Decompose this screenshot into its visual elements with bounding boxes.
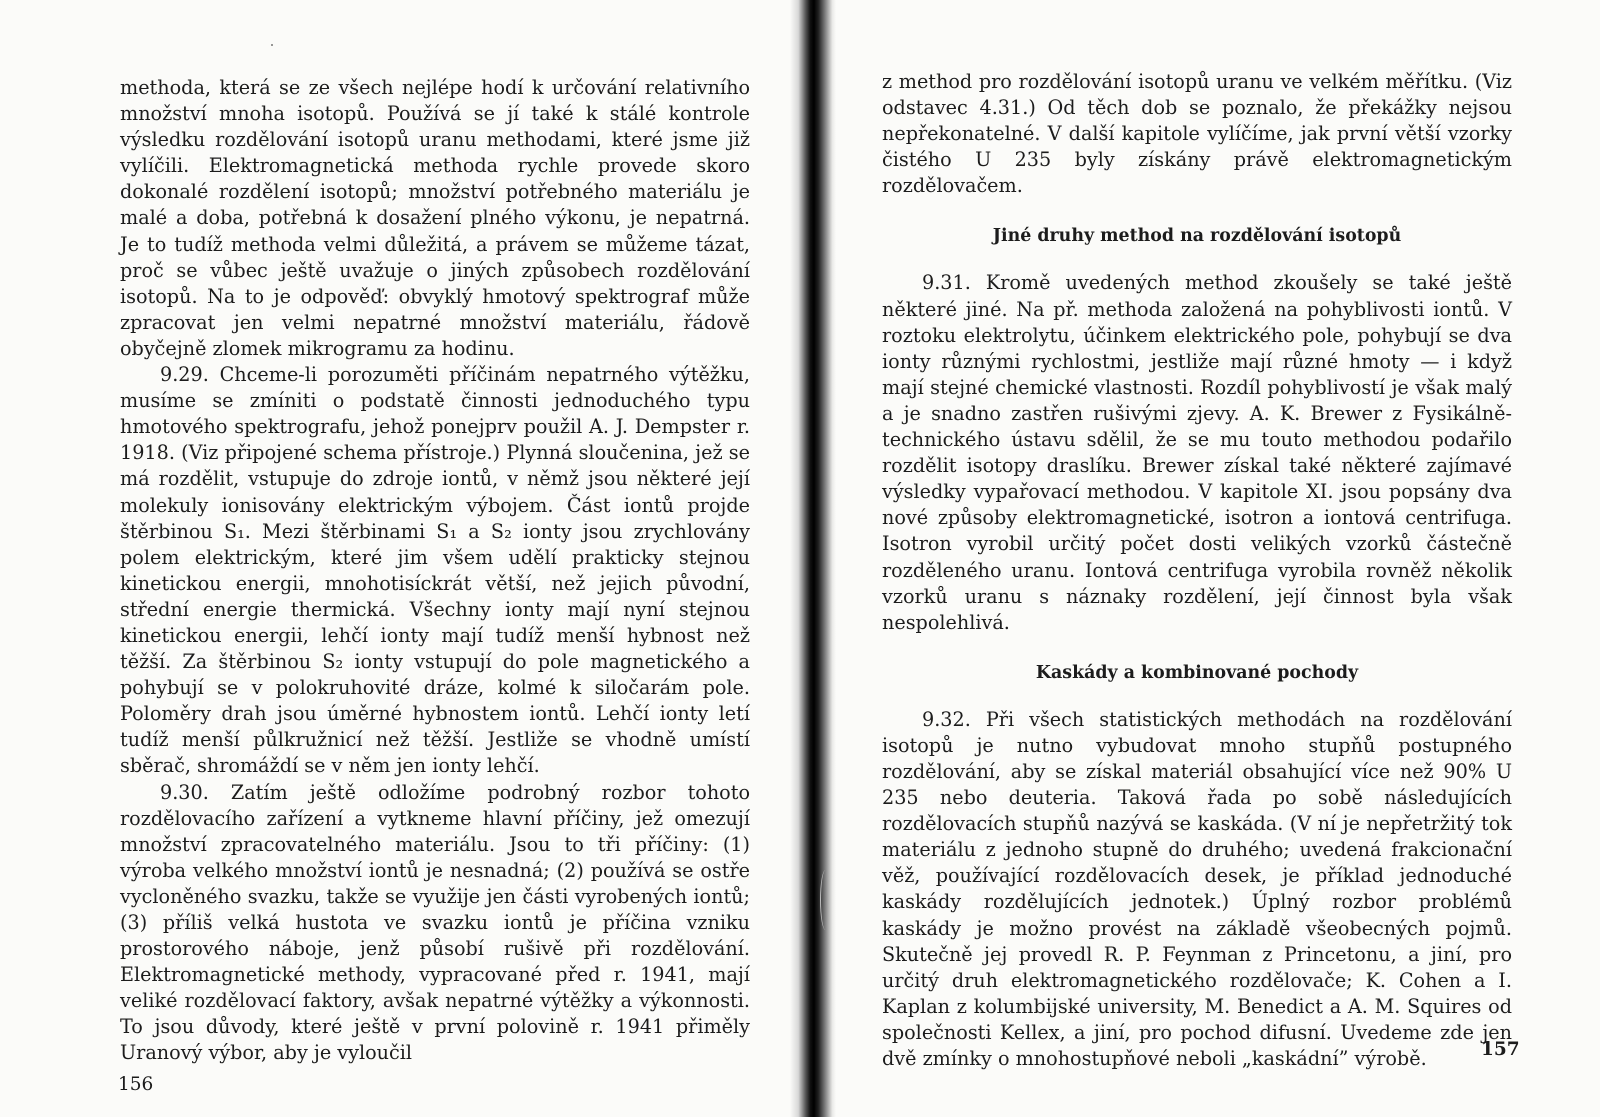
left-page-text (120, 75, 750, 1067)
left-paragraph-930: 9.30. Zatím ještě odložíme podrobný rozbor tohoto rozdělovacího zařízení a vytkneme hlavní příčiny, jež omezují množství zpracovatelného materiálu. Jsou to tři příčiny: (1) výroba velkého množství iontů je nesnadná; (2) používá se ostře vycloněného svazku, takže se využije jen části vyrobených iontů; (3) příliš velká hustota ve svazku iontů je příčina vzniku prostorového náboje, jenž působí rušivě při rozdělování. Elektromagnetické methody, vypracované před r. 1941, mají veliké rozdělovací faktory, avšak nepatrné výtěžky a výkonnosti. To jsou důvody, které ještě v první polovině r. 1941 přiměly Uranový výbor, aby je vyloučil (120, 780, 750, 1065)
right-paragraph-932: 9.32. Při všech statistických methodách na rozdělování isotopů je nutno vybudovat mnoho stupňů postupného rozdělování, aby se získal materiál obsahující více než 90% U 235 nebo deuteria. Taková řada po sobě následujících rozdělovacích stupňů nazývá se kaskáda. (V ní je nepřetržitý tok materiálu z jednoho stupně do druhého; uvedená frakcionační věž, používající rozdělovacích desek, je příklad jednoduché kaskády rozdělujících jednotek.) Úplný rozbor problémů kaskády je možno provést na základě všeobecných pojmů. Skutečně jej provedl R. P. Feynman z Princetonu, a jiní, pro určitý druh elektromagnetického rozdělovače; K. Cohen a I. Kaplan z kolumbijské university, M. Benedict a A. M. Squires od společnosti Kellex, a jiní, pro pochod difusní. Uvedeme zde jen dvě zmínky o mnohostupňové neboli „kaskádní” výrobě. (882, 707, 1512, 1070)
right-page-text (882, 69, 1512, 1072)
page-number-right: 157 (1481, 1039, 1520, 1060)
speck (271, 44, 273, 46)
right-page (828, 0, 1600, 1117)
left-paragraph-1: methoda, která se ze všech nejlépe hodí k určování relativního množství mnoha isotopů. Používá se jí také k stálé kontrole výsledku rozdělování isotopů uranu methodami, které jsme již vylíčili. Elektromagnetická methoda rychle provede skoro dokonalé rozdělení isotopů; množství potřebného materiálu je malé a doba, potřebná k dosažení plného výkonu, je nepatrná. Je to tudíž methoda velmi důležitá, a právem se můžeme tázat, proč se vůbec ještě uvažuje o jiných způsobech rozdělování isotopů. Na to je odpověď: obvyklý hmotový spektrograf může zpracovat jen velmi nepatrné množství materiálu, řádově obyčejně zlomek mikrogramu za hodinu. (120, 76, 750, 360)
right-paragraph-intro: z method pro rozdělování isotopů uranu ve velkém měřítku. (Viz odstavec 4.31.) Od těch dob se poznalo, že překážky nejsou nepřekonatelné. V další kapitole vylíčíme, jak první větší vzorky čistého U 235 byly získány právě elektromagnetickým rozdělovačem. (882, 70, 1512, 198)
page-number-left: 156 (118, 1074, 154, 1095)
right-paragraph-931: 9.31. Kromě uvedených method zkoušely se také ještě některé jiné. Na př. methoda založená na pohyblivosti iontů. V roztoku elektrolytu, účinkem elektrického pole, pohybují se dva ionty různými rychlostmi, jestliže mají různé hmoty — i když mají stejné chemické vlastnosti. Rozdíl pohyblivostí je však malý a je snadno zastřen rušivými zjevy. A. K. Brewer z Fysikálně-technického ústavu sdělil, že se mu touto methodou podařilo rozdělit isotopy draslíku. Brewer získal také některé zajímavé výsledky vypařovací methodou. V kapitole XI. jsou popsány dva nové způsoby elektromagnetické, isotron a iontová centrifuga. Isotron vyrobil určitý počet dosti velikých vzorků částečně rozděleného uranu. Iontová centrifuga vyrobila rovněž několik vzorků uranu s náznaky rozdělení, její činnost byla však nespolehlivá. (882, 271, 1512, 634)
section-heading-other-methods: Jiné druhy method na rozdělování isotopů (992, 226, 1402, 247)
section-heading-cascades: Kaskády a kombinované pochody (1035, 662, 1359, 683)
left-paragraph-929: 9.29. Chceme-li porozuměti příčinám nepatrného výtěžku, musíme se zmíniti o podstatě činnosti jednoduchého typu hmotového spektrografu, jehož ponejprv použil A. J. Dempster r. 1918. (Viz připojené schema přístroje.) Plynná sloučenina, jež se má rozdělit, vstupuje do zdroje iontů, v němž jsou některé její molekuly ionisovány elektrickým výbojem. Část iontů projde štěrbinou S₁. Mezi štěrbinami S₁ a S₂ ionty jsou zrychlovány polem elektrickým, které jim všem udělí prakticky stejnou kinetickou energii, mnohotisíckrát větší, než jejich původní, střední energie thermická. Všechny ionty mají nyní stejnou kinetickou energii, lehčí ionty mají tudíž menší hybnost než těžší. Za štěrbinou S₂ ionty vstupují do pole magnetického a pohybují se v polokruhovité dráze, kolmé k siločarám pole. Poloměry drah jsou úměrné hybnostem iontů. Lehčí ionty letí tudíž menší půlkružnicí než těžší. Jestliže se vhodně umístí sběrač, shromáždí se v něm jen ionty lehčí. (120, 363, 750, 778)
